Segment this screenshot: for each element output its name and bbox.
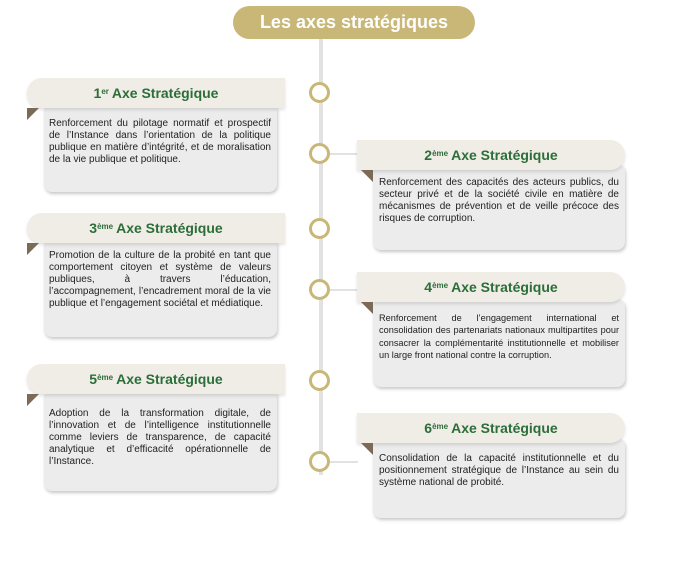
axis-label: Axe Stratégique: [116, 371, 223, 387]
timeline-node-6: [309, 451, 330, 472]
timeline-node-2: [309, 143, 330, 164]
fold-corner-1: [27, 108, 39, 120]
axis-number: 5: [89, 371, 98, 387]
timeline-node-5: [309, 370, 330, 391]
timeline-line: [319, 39, 323, 475]
axis-ordinal: ème: [97, 372, 114, 382]
fold-corner-4: [361, 302, 373, 314]
axis-header-6: [357, 413, 625, 443]
fold-corner-2: [361, 170, 373, 182]
diagram-title: Les axes stratégiques: [233, 6, 475, 39]
fold-corner-6: [361, 443, 373, 455]
axis-label: Axe Stratégique: [111, 85, 219, 101]
timeline-node-4: [309, 279, 330, 300]
axis-number: 3: [89, 220, 98, 236]
axis-text-2: Renforcement des capacités des acteurs publics, du secteur privé et de la société civile en matière de mécanismes de prévention et de veille précoce des risques de corruption.: [379, 177, 619, 224]
timeline-node-3: [309, 218, 330, 239]
timeline-node-1: [309, 82, 330, 103]
axis-ordinal: ème: [97, 221, 114, 231]
axis-header-4: [357, 272, 625, 302]
axis-label: Axe Stratégique: [451, 420, 558, 436]
axis-text-6: Consolidation de la capacité institutionnelle et du positionnement stratégique de l’Instance au sein du système national de probité.: [379, 453, 619, 488]
axis-ordinal: ème: [432, 421, 449, 431]
axis-ordinal: ème: [432, 280, 449, 290]
axis-number: 6: [424, 420, 433, 436]
axis-label: Axe Stratégique: [451, 279, 558, 295]
axis-header-5: [27, 364, 285, 394]
axis-number: 1: [93, 85, 102, 101]
axis-text-4: Renforcement de l’engagement international et consolidation des partenariats nationaux multipartites pour consacrer la complémentarité institutionnelle et mobiliser un large front national contre la corruption.: [379, 313, 619, 360]
fold-corner-3: [27, 243, 39, 255]
fold-corner-5: [27, 394, 39, 406]
connector-6: [330, 461, 358, 463]
axis-number: 4: [424, 279, 433, 295]
axis-header-3: [27, 213, 285, 243]
axis-label: Axe Stratégique: [116, 220, 223, 236]
connector-4: [330, 289, 358, 291]
axis-header-2: [357, 140, 625, 170]
axis-ordinal: er: [101, 86, 109, 96]
axis-ordinal: ème: [432, 148, 449, 158]
axis-text-3: Promotion de la culture de la probité en tant que comportement citoyen et système de valeurs publiques, à travers l’éducation, l’accompagnement, l’encadrement moral de la vie publique et l’engagement sociétal et médiatique.: [49, 250, 271, 309]
axis-number: 2: [424, 147, 433, 163]
connector-2: [330, 153, 358, 155]
axis-label: Axe Stratégique: [451, 147, 558, 163]
axis-header-1: [27, 78, 285, 108]
axis-text-5: Adoption de la transformation digitale, de l’innovation et de l’intelligence institutionnelle comme leviers de transparence, de capacité analytique et d’efficacité opérationnelle de l’Instance.: [49, 408, 271, 467]
axis-text-1: Renforcement du pilotage normatif et prospectif de l’Instance dans l’orientation de la politique publique en matière d’intégrité, et de moralisation de la vie publique et politique.: [49, 118, 271, 165]
